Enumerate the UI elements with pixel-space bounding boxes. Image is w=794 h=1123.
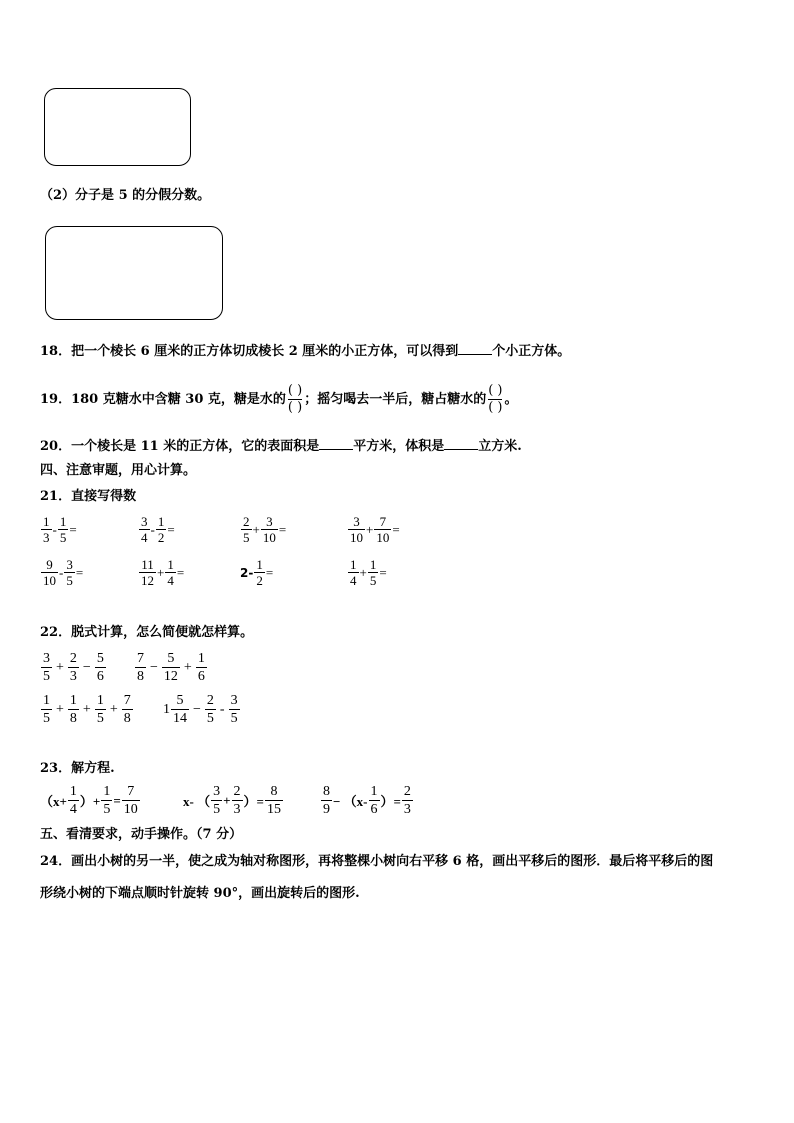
fraction	[348, 514, 365, 545]
q21-expression	[40, 514, 77, 545]
denominator: 8	[69, 711, 77, 726]
numerator: 2	[69, 651, 77, 666]
denominator: 6	[197, 669, 205, 684]
q19-den-blank: ( )	[287, 400, 303, 415]
operator: ）+	[79, 794, 101, 809]
fraction	[265, 783, 283, 818]
operator: −	[82, 659, 91, 675]
denominator: 5	[243, 530, 250, 545]
q19-fraction-blank-1[interactable]	[288, 383, 302, 416]
operator: +	[82, 701, 91, 717]
numerator: 1	[256, 557, 263, 572]
q20-blank-volume[interactable]	[444, 437, 478, 450]
fraction	[402, 783, 413, 818]
q20-blank-area[interactable]	[319, 437, 353, 450]
denominator: 3	[403, 802, 411, 817]
fraction	[374, 514, 391, 545]
operator: − （x-	[333, 794, 368, 809]
operator: ）=	[380, 794, 401, 809]
fraction	[321, 783, 332, 818]
q22-expression	[40, 650, 107, 685]
numerator: 9	[46, 557, 53, 572]
numerator: 8	[323, 784, 330, 799]
numerator: 2	[403, 784, 411, 799]
q23-equation	[320, 783, 414, 818]
operator: ）=	[243, 794, 264, 809]
denominator: 10	[123, 802, 138, 817]
q21-expression	[40, 557, 83, 588]
q22-expression	[40, 692, 134, 727]
fraction	[41, 557, 58, 588]
denominator: 2	[256, 573, 263, 588]
q21-expression	[138, 514, 175, 545]
numerator: 3	[43, 651, 50, 666]
operator: +	[366, 521, 374, 537]
fraction	[196, 650, 207, 685]
fraction	[229, 692, 240, 727]
fraction	[369, 783, 380, 818]
q20	[40, 437, 522, 456]
denominator: 5	[206, 711, 214, 726]
q21-title: 21．直接写得数	[40, 489, 137, 504]
denominator: 15	[266, 802, 281, 817]
operator: -	[59, 564, 64, 580]
q18	[40, 342, 570, 361]
operator: +	[157, 564, 165, 580]
q21-expression	[138, 557, 184, 588]
denominator: 5	[96, 711, 104, 726]
answer-box-1	[44, 88, 191, 166]
fraction	[162, 650, 180, 685]
numerator: 1	[69, 784, 77, 799]
denominator: 10	[43, 573, 56, 588]
denominator: 4	[350, 573, 357, 588]
denominator: 8	[137, 669, 144, 684]
fraction	[41, 692, 52, 727]
fraction	[261, 514, 278, 545]
denominator: 5	[66, 573, 73, 588]
q18-text: 18．把一个棱长 6 厘米的正方体切成棱长 2 厘米的小正方体，可以得到	[40, 344, 459, 359]
operator: -	[219, 701, 225, 717]
denominator: 3	[69, 669, 77, 684]
q18-blank[interactable]	[458, 342, 492, 355]
fraction	[95, 692, 106, 727]
numerator: 1	[157, 514, 165, 529]
q22-title: 22．脱式计算，怎么简便就怎样算。	[40, 625, 254, 640]
numerator: 8	[270, 784, 278, 799]
denominator: 9	[323, 802, 330, 817]
numerator: 2	[243, 514, 250, 529]
operator: +	[223, 792, 231, 808]
fraction	[64, 557, 75, 588]
operator: =	[69, 521, 77, 537]
fraction	[211, 783, 222, 818]
fraction	[139, 514, 150, 545]
denominator: 5	[230, 711, 238, 726]
section-4-title: 四、注意审题，用心计算。	[40, 463, 197, 478]
q21-expression	[347, 557, 387, 588]
denominator: 5	[369, 573, 377, 588]
q19-text-3: 。	[504, 392, 518, 407]
numerator: 3	[230, 693, 238, 708]
numerator: 7	[123, 693, 131, 708]
q24-line-2: 形绕小树的下端点顺时针旋转 90°，画出旋转后的图形.	[40, 886, 360, 901]
operator: +	[359, 564, 367, 580]
q20-text-2: 平方米，体积是	[353, 439, 445, 454]
denominator: 4	[69, 802, 77, 817]
fraction	[68, 783, 79, 818]
operator: +	[56, 701, 64, 717]
q22-expression	[163, 692, 241, 727]
fraction	[122, 783, 140, 818]
operator: +	[252, 521, 260, 537]
numerator: 1	[43, 693, 50, 708]
operator: -	[150, 521, 155, 537]
denominator: 2	[157, 530, 165, 545]
denominator: 10	[350, 530, 363, 545]
q21-expression	[240, 514, 286, 545]
denominator: 4	[167, 573, 174, 588]
fraction	[241, 514, 252, 545]
numerator: 1	[369, 557, 377, 572]
numerator: 2	[233, 784, 241, 799]
numerator: 3	[213, 784, 221, 799]
operator: x- （	[183, 794, 211, 809]
denominator: 6	[370, 802, 378, 817]
numerator: 1	[197, 651, 205, 666]
numerator: 3	[141, 514, 148, 529]
q20-text-3: 立方米.	[478, 439, 522, 454]
numerator: 5	[167, 651, 175, 666]
q19-fraction-blank-2[interactable]	[488, 383, 502, 416]
fraction	[254, 557, 265, 588]
fraction	[165, 557, 176, 588]
fraction	[95, 650, 106, 685]
operator: =	[265, 564, 274, 580]
numerator: 5	[96, 651, 104, 666]
numerator: 1	[43, 514, 50, 529]
numerator: 3	[266, 514, 273, 529]
denominator: 10	[262, 530, 276, 545]
operator: =	[392, 521, 400, 537]
numerator: 2	[206, 693, 214, 708]
q18-text-end: 个小正方体。	[492, 344, 571, 359]
q19-den-blank-2: ( )	[488, 400, 503, 415]
q19-num-blank: ( )	[287, 383, 303, 398]
q19-text-1: 19．180 克糖水中含糖 30 克，糖是水的	[40, 392, 286, 407]
numerator: 7	[137, 651, 144, 666]
operator: +	[56, 659, 64, 675]
operator: 1	[163, 701, 170, 717]
fraction	[68, 692, 79, 727]
q23-title: 23．解方程.	[40, 761, 115, 776]
denominator: 14	[173, 711, 187, 726]
numerator: 1	[69, 693, 77, 708]
q17-sub2: （2）分子是 5 的分假分数。	[40, 188, 211, 203]
q19-text-2: ；摇匀喝去一半后，糖占糖水的	[304, 392, 487, 407]
fraction	[135, 650, 146, 685]
operator: -	[52, 521, 57, 537]
numerator: 7	[127, 784, 135, 799]
numerator: 1	[96, 693, 104, 708]
operator: −	[150, 659, 158, 675]
numerator: 5	[176, 693, 184, 708]
operator: =	[167, 521, 175, 537]
q23-equation	[183, 783, 284, 818]
denominator: 5	[43, 711, 50, 726]
numerator: 1	[59, 514, 67, 529]
numerator: 11	[141, 557, 154, 572]
operator: −	[193, 701, 201, 717]
numerator: 7	[379, 514, 387, 529]
numerator: 1	[350, 557, 357, 572]
operator: +	[109, 701, 118, 717]
fraction	[122, 692, 133, 727]
operator: =	[379, 564, 387, 580]
numerator: 3	[66, 557, 73, 572]
q19-num-blank-2: ( )	[488, 383, 503, 398]
operator: +	[183, 659, 192, 675]
fraction	[101, 783, 112, 818]
fraction	[368, 557, 379, 588]
fraction	[348, 557, 359, 588]
denominator: 3	[43, 530, 50, 545]
fraction	[205, 692, 216, 727]
denominator: 5	[43, 669, 50, 684]
denominator: 4	[141, 530, 148, 545]
denominator: 12	[141, 573, 154, 588]
denominator: 12	[163, 669, 178, 684]
numerator: 1	[370, 784, 378, 799]
fraction	[58, 514, 69, 545]
answer-box-2	[45, 226, 223, 320]
operator: =	[278, 521, 287, 537]
operator: =	[113, 792, 121, 808]
denominator: 5	[59, 530, 67, 545]
denominator: 8	[123, 711, 131, 726]
q24-line-1: 24．画出小树的另一半，使之成为轴对称图形，再将整棵小树向右平移 6 格，画出平移后的图形．最后将平移后的图	[40, 854, 714, 869]
numerator: 1	[167, 557, 174, 572]
q22-expression	[134, 650, 208, 685]
numerator: 1	[103, 784, 111, 799]
fraction	[156, 514, 167, 545]
q19	[40, 380, 518, 420]
denominator: 6	[96, 669, 104, 684]
operator: =	[176, 564, 185, 580]
operator: （x+	[40, 794, 67, 809]
fraction	[41, 650, 52, 685]
denominator: 5	[213, 802, 221, 817]
denominator: 3	[233, 802, 241, 817]
operator: 2-	[240, 565, 254, 580]
denominator: 10	[376, 530, 390, 545]
fraction	[139, 557, 156, 588]
fraction	[41, 514, 52, 545]
fraction	[171, 692, 189, 727]
q20-text-1: 20．一个棱长是 11 米的正方体，它的表面积是	[40, 439, 320, 454]
q21-expression	[347, 514, 400, 545]
denominator: 5	[103, 802, 111, 817]
q21-expression	[240, 557, 273, 588]
operator: =	[75, 564, 84, 580]
section-5-title: 五、看清要求，动手操作。（7 分）	[40, 827, 243, 842]
fraction	[68, 650, 79, 685]
numerator: 3	[353, 514, 360, 529]
q23-equation	[40, 783, 141, 818]
fraction	[232, 783, 243, 818]
